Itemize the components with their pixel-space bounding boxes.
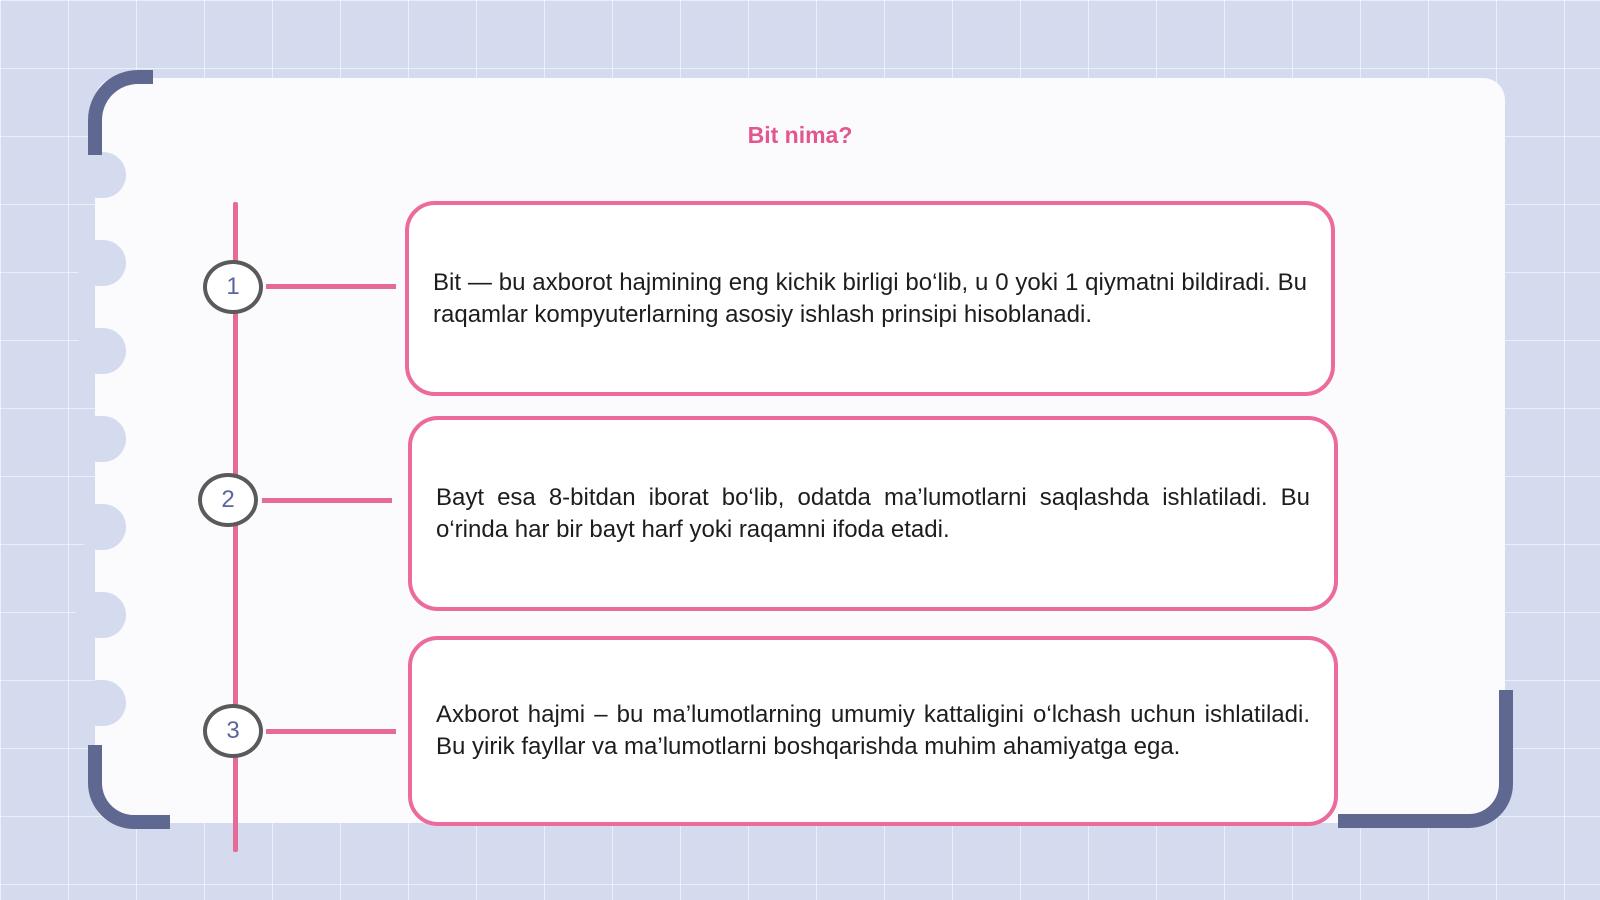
info-card-2 <box>408 416 1338 611</box>
paper-notch <box>76 328 126 374</box>
paper-notch <box>76 504 126 550</box>
paper-notch <box>76 240 126 286</box>
card-text: Bayt esa 8-bitdan iborat bo‘lib, odatda ma’lumotlarni saqlashda ishlatiladi. Bu o‘rinda har bir bayt harf yoki raqamni ifoda etadi. <box>436 483 1310 543</box>
timeline-connector-3 <box>266 729 396 734</box>
info-card-3 <box>408 636 1338 826</box>
paper-notch <box>76 152 126 198</box>
step-number: 2 <box>221 486 235 513</box>
timeline-connector-1 <box>266 284 396 289</box>
corner-bracket-top-left <box>88 70 153 155</box>
card-text: Bit — bu axborot hajmining eng kichik birligi bo‘lib, u 0 yoki 1 qiymatni bildiradi. Bu raqamlar kompyuterlarning asosiy ishlash prinsipi hisoblanadi. <box>433 268 1307 328</box>
paper-notch <box>76 592 126 638</box>
timeline-connector-2 <box>262 498 392 503</box>
info-card-1 <box>405 201 1335 396</box>
step-number: 3 <box>226 717 240 744</box>
card-text: Axborot hajmi – bu ma’lumotlarning umumiy kattaligini o‘lchash uchun ishlatiladi. Bu yirik fayllar va ma’lumotlarni boshqarishda muhim ahamiyatga ega. <box>436 701 1310 760</box>
slide-title-wrap <box>600 122 1000 149</box>
corner-bracket-bottom-right <box>1338 690 1513 828</box>
step-marker-2 <box>198 473 258 527</box>
paper-notch <box>76 416 126 462</box>
step-marker-3 <box>203 704 263 758</box>
paper-notch <box>76 680 126 726</box>
slide-title: Bit nima? <box>747 122 853 148</box>
step-marker-1 <box>203 260 263 314</box>
step-number: 1 <box>226 273 240 300</box>
